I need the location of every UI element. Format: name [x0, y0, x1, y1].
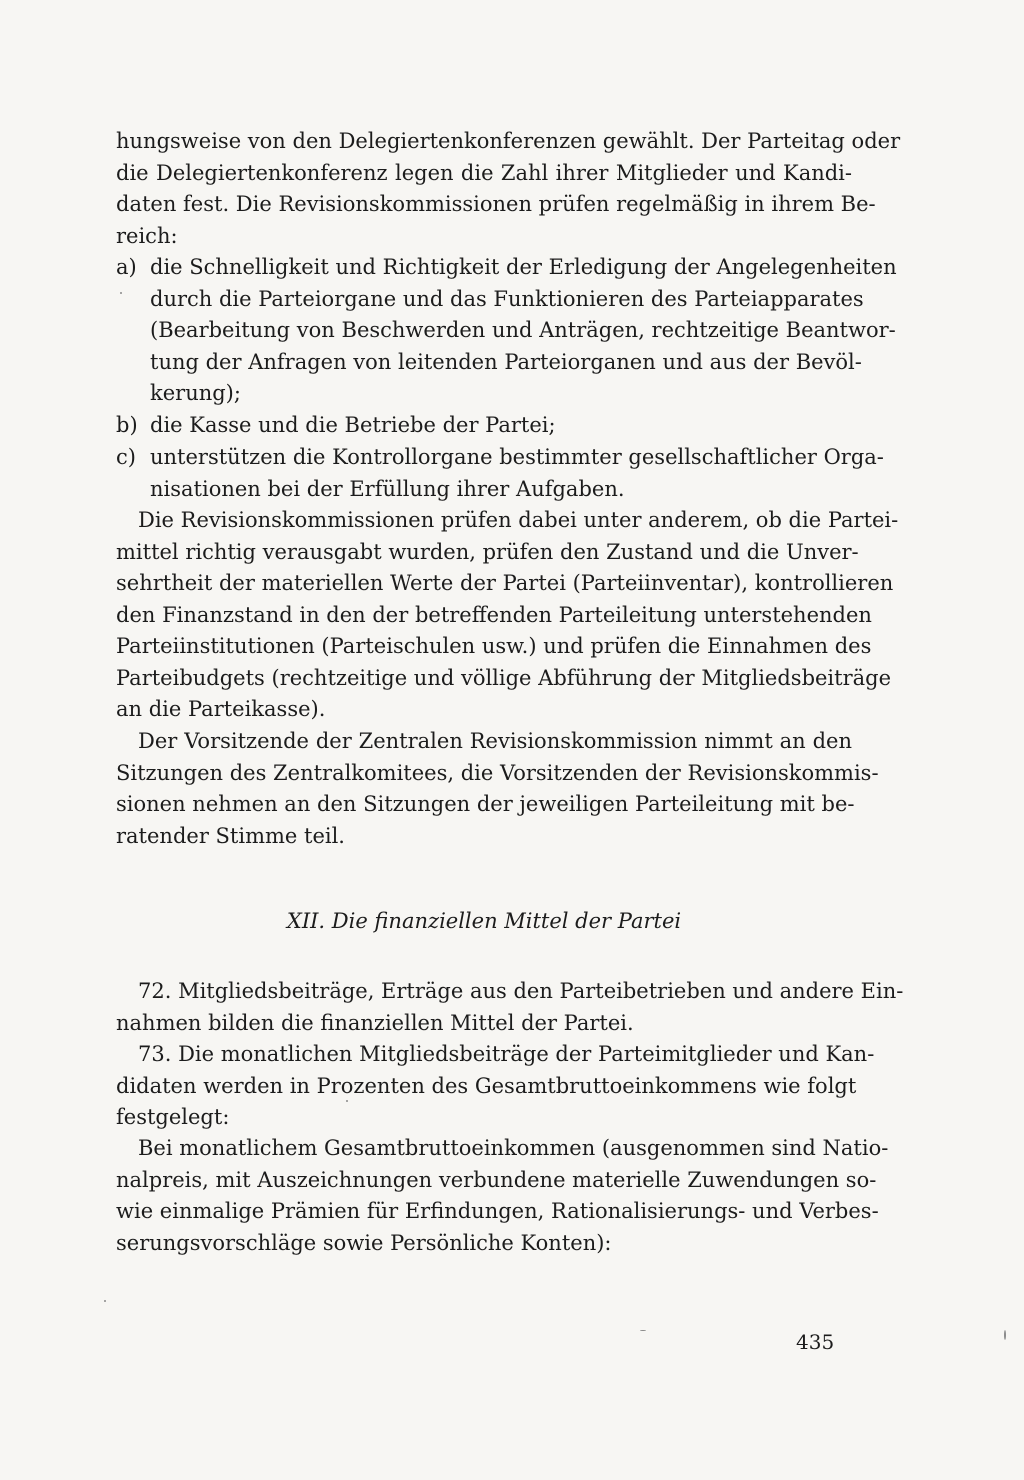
scan-speck — [1004, 1330, 1006, 1340]
text-line: hungsweise von den Delegiertenkonferenzen gewählt. Der Parteitag oder — [116, 129, 901, 153]
list-item-text — [150, 252, 897, 410]
text-line: die Kasse und die Betriebe der Partei; — [150, 413, 556, 437]
paragraph-income — [116, 1133, 889, 1259]
list-marker: c) — [116, 445, 136, 469]
text-line: den Finanzstand in den der betreffenden Parteileitung unterstehenden — [116, 602, 872, 627]
text-line: unterstützen die Kontrollorgane bestimmter gesellschaftlicher Orga- — [150, 445, 884, 469]
text-line: 73. Die monatlichen Mitgliedsbeiträge der Parteimitglieder und Kan- — [138, 1042, 875, 1066]
scan-speck — [104, 1300, 106, 1302]
text-line: tung der Anfragen von leitenden Parteiorganen und aus der Bevöl- — [150, 349, 862, 374]
scan-speck — [640, 1330, 646, 1331]
text-line: (Bearbeitung von Beschwerden und Anträgen, rechtzeitige Beantwor- — [150, 318, 896, 342]
paragraph-revision — [116, 505, 899, 726]
text-line: daten fest. Die Revisionskommissionen prüfen regelmäßig in ihrem Be- — [116, 192, 876, 216]
text-line: die Schnelligkeit und Richtigkeit der Erledigung der Angelegenheiten — [150, 255, 897, 279]
text-line: nisationen bei der Erfüllung ihrer Aufgaben. — [150, 476, 625, 501]
paragraph-chairman — [116, 726, 879, 852]
text-line: wie einmalige Prämien für Erfindungen, Rationalisierungs- und Verbes- — [116, 1199, 879, 1223]
text-line: Parteibudgets (rechtzeitige und völlige Abführung der Mitgliedsbeiträge — [116, 665, 892, 690]
list-marker: b) — [116, 413, 138, 437]
text-line: Die Revisionskommissionen prüfen dabei unter anderem, ob die Partei- — [138, 508, 899, 532]
text-line: festgelegt: — [116, 1105, 230, 1129]
text-line: an die Parteikasse). — [116, 697, 326, 721]
scan-speck — [346, 1100, 348, 1102]
section-heading: XII. Die finanziellen Mittel der Partei — [286, 909, 682, 933]
text-line: Der Vorsitzende der Zentralen Revisionskommission nimmt an den — [138, 729, 852, 753]
scan-speck — [120, 292, 122, 294]
page-number: 435 — [796, 1330, 835, 1354]
text-line: durch die Parteiorgane und das Funktionieren des Parteiapparates — [150, 286, 864, 311]
list-item-text — [150, 410, 852, 442]
list-marker: a) — [116, 255, 137, 279]
text-line: serungsvorschläge sowie Persönliche Konten): — [116, 1230, 612, 1255]
text-line: Bei monatlichem Gesamtbruttoeinkommen (ausgenommen sind Natio- — [138, 1136, 889, 1160]
text-line: kerung); — [150, 381, 241, 405]
text-line: sehrtheit der materiellen Werte der Partei (Parteiinventar), kontrollieren — [116, 571, 894, 595]
text-line: 72. Mitgliedsbeiträge, Erträge aus den Parteibetrieben und andere Ein- — [138, 979, 904, 1003]
list-item-text — [150, 442, 884, 505]
paragraph-72 — [116, 976, 904, 1039]
text-line: sionen nehmen an den Sitzungen der jeweiligen Parteileitung mit be- — [116, 792, 855, 816]
text-line: nalpreis, mit Auszeichnungen verbundene materielle Zuwendungen so- — [116, 1167, 877, 1192]
text-line: reich: — [116, 223, 178, 248]
text-line: nahmen bilden die finanziellen Mittel der Partei. — [116, 1010, 634, 1035]
text-line: Parteiinstitutionen (Parteischulen usw.) und prüfen die Einnahmen des — [116, 634, 872, 658]
text-line: Sitzungen des Zentralkomitees, die Vorsitzenden der Revisionskommis- — [116, 760, 879, 785]
text-line: die Delegiertenkonferenz legen die Zahl ihrer Mitglieder und Kandi- — [116, 160, 852, 185]
text-line: mittel richtig verausgabt wurden, prüfen den Zustand und die Unver- — [116, 539, 859, 564]
paragraph-73 — [116, 1039, 875, 1134]
paragraph-continuation — [116, 126, 901, 252]
text-line: didaten werden in Prozenten des Gesamtbruttoeinkommens wie folgt — [116, 1073, 857, 1098]
text-line: ratender Stimme teil. — [116, 823, 345, 848]
